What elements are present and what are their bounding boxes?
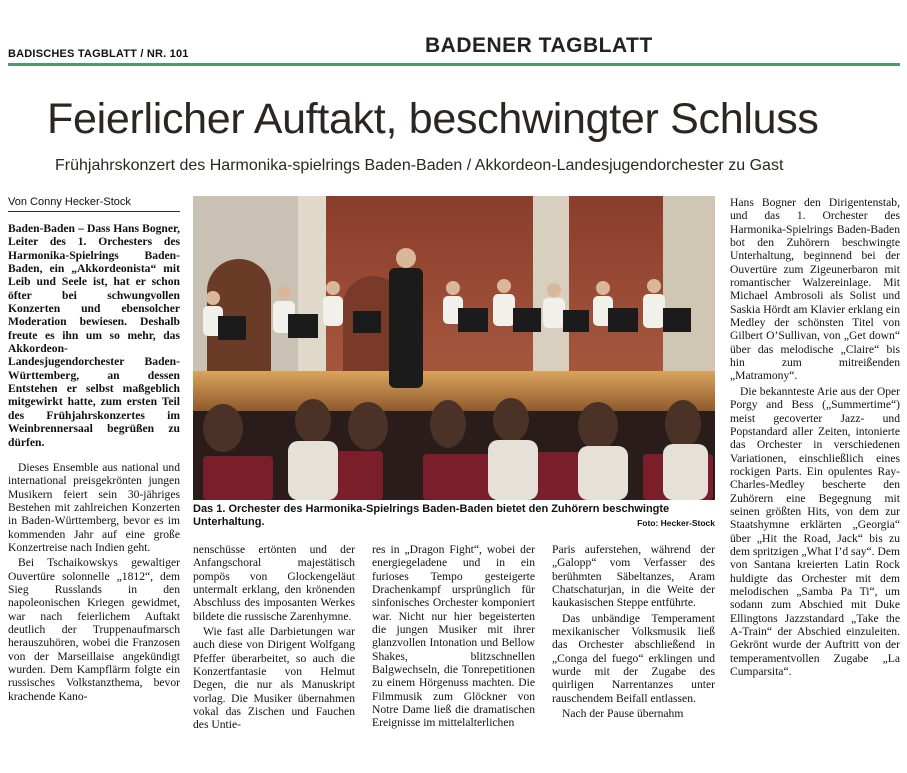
column-1 <box>8 222 180 767</box>
paper-issue: BADISCHES TAGBLATT / NR. 101 <box>8 48 189 60</box>
paragraph: Nach der Pause übernahm <box>562 707 684 721</box>
photo-caption <box>193 503 715 529</box>
column-4 <box>552 543 715 768</box>
column-5 <box>730 196 900 768</box>
subhead: Frühjahrskonzert des Harmonika-spielrings Baden-Baden / Akkordeon-Landesjugendorchester zu Gast <box>55 157 784 174</box>
caption-text: Das 1. Orchester des Harmonika-Spielrings Baden-Baden bietet den Zuhörern beschwingte Unterhaltung. <box>193 503 670 528</box>
column-3 <box>372 543 535 768</box>
photo-credit: Foto: Hecker-Stock <box>637 518 715 528</box>
paragraph: res in „Dragon Fight“, wobei der energiegeladene und in ein furioses Tempo gesteigerte Drachenkampf ursprünglich für sinfonisches Orchester komponiert war. Nicht nur hier begeisterten die jungen Musiker mit ihrer glanzvollen Intonation und Bellow Shakes, blitzschnellen Balgwechseln, die Tonrepetitionen zu einem Hörgenuss machten. Die Filmmusik zum Glöckner von Notre Dame ließ die dramatischen Ereignisse im mittelalterlichen <box>372 543 535 730</box>
paragraph: Dieses Ensemble aus national und international preisgekrönten jungen Musikern feiert sein 30-jähriges Bestehen mit zahlreichen Konzerten in Baden-Württemberg, bevor es im kommenden Jahr auf eine große Konzertreise nach Indien geht. <box>8 460 180 554</box>
paragraph: Hans Bogner den Dirigentenstab, und das 1. Orchester des Harmonika-Spielrings Baden-Baden bot den Zuhörern beschwingte Unterhaltung, beginnend bei der Ouvertüre zum Zigeunerbaron mit romantischer Walzereinlage. Mit Michael Ambrosoli als Solist und Saskia Hördt am Klavier erklang ein Medley der schönsten Titel von Gilbert O’Sullivan, von „Get down“ über das melodische „Claire“ bis hin zum mitreißenden „Matramony“. <box>730 196 900 383</box>
lead-paragraph: Baden-Baden – Dass Hans Bogner, Leiter des 1. Orchesters des Harmonika-Spielrings Baden-Baden, ein „Akkordeonista“ mit Leib und Seele ist, hat er schon öfter bei schwungvollen Konzerten und ebensolcher Moderation bewiesen. Deshalb freute es ihn um so mehr, das Akkordeon-Landesjugendorchester Baden-Württemberg, an dessen Entstehen er selbst maßgeblich mitgewirkt hatte, zum ersten Teil des Frühjahrskonzertes im Weinbrennersaal begrüßen zu dürfen. <box>8 222 180 449</box>
byline: Von Conny Hecker-Stock <box>8 196 180 212</box>
headline: Feierlicher Auftakt, beschwingter Schluss <box>47 95 819 143</box>
column-2 <box>193 543 355 768</box>
paragraph: Wie fast alle Darbietungen war auch diese von Dirigent Wolfgang Pfeffer überarbeitet, so auch die Konzertfantasie von Helmut Degen, die nur als Manuskript vorlag. Die Musiker übernahmen vokal das Zischen und Fauchen des Untie- <box>193 625 355 732</box>
paragraph: Bei Tschaikowskys gewaltiger Ouvertüre solonnelle „1812“, dem Sieg Russlands in den napoleonischen Kriegen gewidmet, war nach feierlichem Auftakt deutlich der Truppenaufmarsch herauszuhören, wobei die Franzosen von der Marseillaise angekündigt wurden. Dem Kampflärm folgte ein russisches Volkstanzthema, bevor krachende Kano- <box>8 556 180 703</box>
concert-photo <box>193 196 715 500</box>
paragraph: Das unbändige Temperament mexikanischer Volksmusik ließ das Orchester abschließend in „Conga del fuego“ erklingen und wurde mit der Zugabe des quirligen Narrentanzes unter rauschendem Beifall entlassen. <box>552 611 715 705</box>
paragraph: Die bekannteste Arie aus der Oper Porgy and Bess („Summertime“) meist gecoverter Jazz- und Popstandard aller Zeiten, intonierte das Orchester in verschiedenen Variationen, einschließlich eines rockigen Parts. Ein opulentes Ray-Charles-Medley bescherte den Zuhörern eine Begegnung mit seinen größten Hits, von dem zur Staatshymne erklärten „Georgia“ über „Hit the Road, Jack“ bis zu dem spritzigen „What I’d say“. Dem von Santana kreierten Latin Rock huldigte das Orchester mit dem melodischen „Samba Pa Ti“, um sodann zum Abschied mit Duke Ellingtons Jazzstandard „Take the A-Train“ der Abschied einzuleiten. Gekrönt wurde der Auftritt von der temperamentvollen Zugabe „La Cumparsita“. <box>730 384 900 679</box>
paragraph: Paris auferstehen, während der „Galopp“ vom Verfasser des berühmten Säbeltanzes, Aram Chatschaturjan, in die Weite der kaukasischen Steppe entführte. <box>552 543 715 610</box>
paragraph: nenschüsse ertönten und der Anfangschoral majestätisch pompös von Glockengeläut untermalt erklang, den krönenden Abschluss des imposanten Werkes bildete die russische Zarenhymne. <box>193 543 355 623</box>
masthead-rule <box>8 63 900 66</box>
paper-name: BADENER TAGBLATT <box>425 34 653 57</box>
